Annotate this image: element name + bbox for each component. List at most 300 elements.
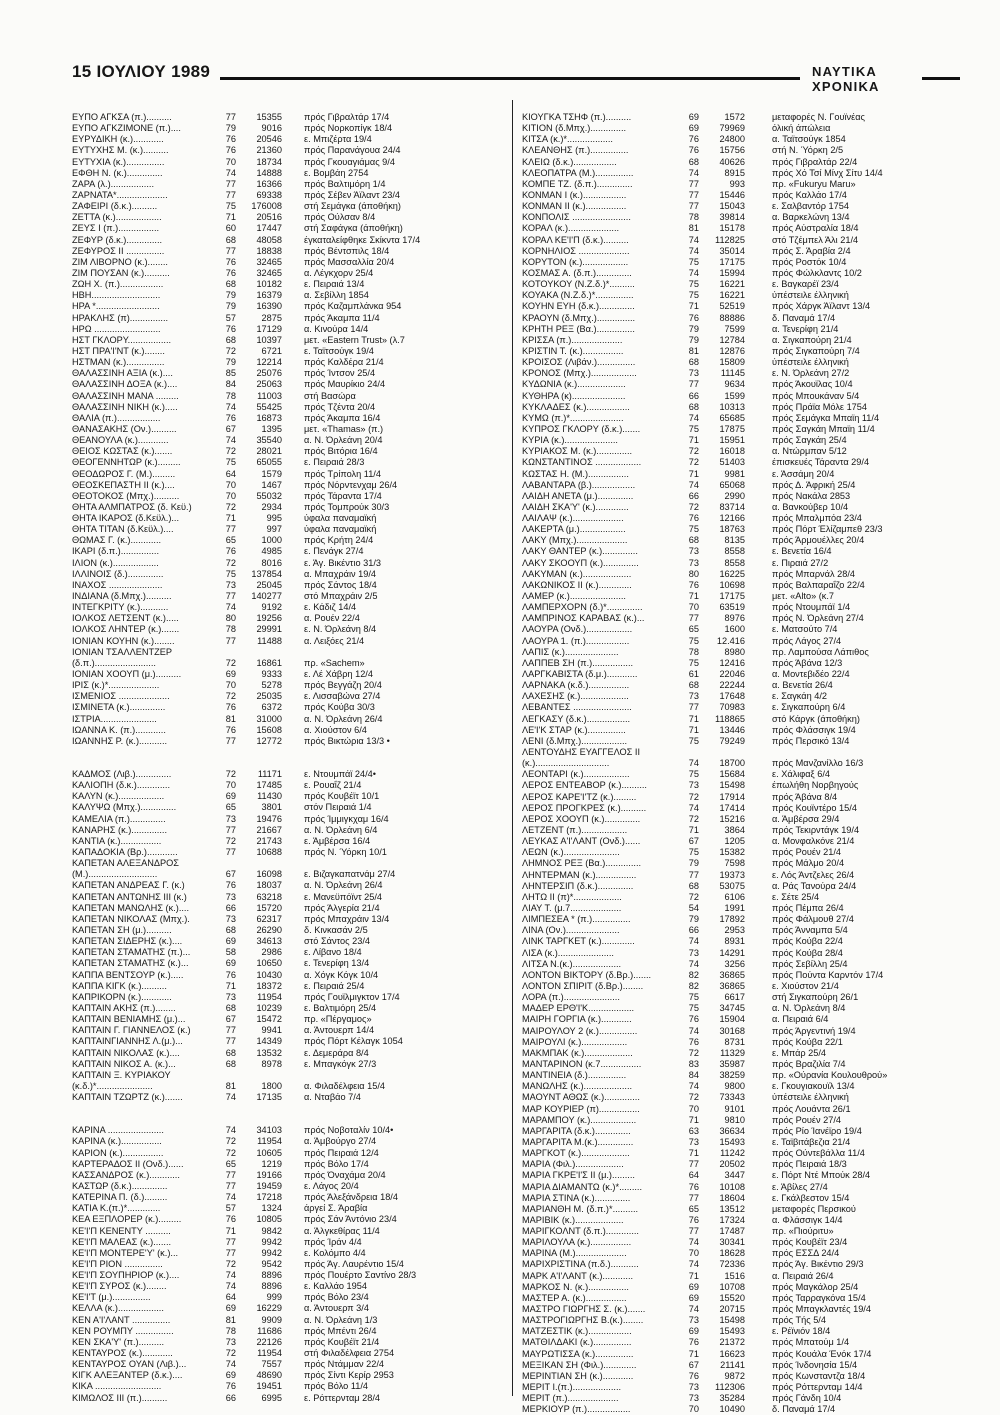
ship-row: [72, 1281, 502, 1292]
build-year: 68: [688, 357, 699, 368]
build-year: 77: [225, 591, 236, 602]
position-status: πρός Σιγκαπούρη 7/4: [772, 345, 860, 356]
position-status: μετ. «Eastern Trust» (λ.7: [304, 334, 405, 345]
tonnage: 6995: [261, 1392, 282, 1403]
build-year: 74: [225, 1125, 236, 1136]
position-status: ε. Καλλάο 1954: [304, 1281, 367, 1292]
position-status: α. Άμβέρσα 29/4: [772, 813, 840, 824]
tonnage: 18763: [719, 524, 745, 535]
ship-row: [72, 636, 502, 647]
tonnage: 55425: [256, 401, 282, 412]
position-status: πρός Κουϊντέρο 15/4: [772, 802, 857, 813]
tonnage: 7598: [724, 858, 745, 869]
position-status: πρός Μασσαλλία 20/4: [304, 256, 395, 267]
build-year: 72: [225, 1348, 236, 1359]
build-year: 72: [225, 691, 236, 702]
position-status: πρός Κούβα 30/3: [304, 702, 375, 713]
position-status: πρός Μάλμο 20/4: [772, 858, 845, 869]
ship-row: [72, 591, 502, 602]
ship-name: ΚΟΡΥΤΟΝ (κ.)..................: [522, 256, 629, 267]
ship-name: ΜΑΡΙΑΝΘΗ Μ. (δ.π.)*..........: [522, 1203, 639, 1214]
build-year: 73: [688, 1315, 699, 1326]
position-status: πρός Γιβραλτάρ 17/4: [304, 112, 390, 122]
position-status: α. Χιούστον 6/4: [304, 724, 367, 735]
tonnage: 3256: [724, 958, 745, 969]
ship-name: ΙΡΙΣ (κ.)*....................: [72, 680, 160, 691]
build-year: 79: [688, 914, 699, 925]
tonnage: 9800: [724, 1081, 745, 1092]
position-status: ε. Σέτε 25/4: [772, 891, 820, 902]
build-year: 81: [225, 1314, 236, 1325]
ship-name: ΕΦΘΗ Ν. (κ.)..............: [72, 167, 163, 178]
ship-name: ΙΣΜΕΝΙΟΣ ....................: [72, 691, 170, 702]
build-year: 67: [688, 1359, 699, 1370]
build-year: 76: [225, 145, 236, 156]
position-status: ύπέστειλε έλληνική: [772, 290, 849, 301]
position-status: πρός Άβάνα 8/4: [772, 791, 838, 802]
position-status: α. Ρουέν 22/4: [304, 613, 360, 624]
tonnage: 17875: [719, 423, 745, 434]
ship-name: ΛΙΣΑ (κ.)......................: [522, 947, 614, 958]
ship-row: [522, 1137, 982, 1148]
ship-name: ΖΑΦΕΙΡΙ (δ.κ.)..........: [72, 201, 158, 212]
position-status: πρός Μπαρνάλ 28/4: [772, 568, 855, 579]
tonnage: 17892: [719, 914, 745, 925]
build-year: 76: [225, 1381, 236, 1392]
build-year: 70: [688, 1103, 699, 1114]
ship-row: [522, 368, 982, 379]
build-year: 76: [225, 323, 236, 334]
tonnage: 9872: [724, 1370, 745, 1381]
position-status: α. Νταβάο 7/4: [304, 1092, 361, 1103]
ship-row: [522, 391, 982, 402]
tonnage: 10605: [256, 1147, 282, 1158]
ship-name: ΜΑΝΤΙΝΕΙΑ (δ.)...............: [522, 1070, 627, 1081]
tonnage: 16018: [719, 446, 745, 457]
tonnage: 20546: [256, 134, 282, 145]
ship-row: [72, 469, 502, 480]
ship-name: ΚΕ'Ι'Π ΣΥΡΟΣ (κ.)........: [72, 1281, 167, 1292]
tonnage: 19373: [719, 869, 745, 880]
ship-name: ΚΑΠΤΑΙΝ ΑΚΗΣ (π.)........: [72, 1002, 176, 1013]
build-year: 72: [225, 657, 236, 668]
build-year: 78: [225, 1325, 236, 1336]
build-year: 74: [688, 936, 699, 947]
position-status: πρός Γουϊλμιγκτον 17/4: [304, 991, 400, 1002]
ship-row: [522, 1315, 982, 1326]
ship-row: [72, 279, 502, 290]
position-status: α. Άντουερπ 14/4: [304, 1025, 375, 1036]
ship-row: [522, 1081, 982, 1092]
ship-name: ΚΑΠΕΤΑΝ ΑΝΤΩΝΗΣ ΙΙΙ (κ.): [72, 891, 187, 902]
group-spacer: [72, 747, 502, 769]
build-year: 70: [225, 680, 236, 691]
ship-row: [522, 970, 982, 981]
ship-name: ΚΑΤΙΑ Κ.(π.)*.............: [72, 1203, 161, 1214]
position-status: πρ. «Πέργαμος»: [304, 1014, 372, 1025]
tonnage: 12784: [719, 334, 745, 345]
ship-row: [522, 881, 982, 892]
build-year: 77: [225, 245, 236, 256]
tonnage: 15720: [256, 902, 282, 913]
position-status: ε. Βαγκαρέϊ 23/4: [772, 279, 839, 290]
ship-name: ΚΑΠΤΑΙΝ ΒΕΝΙΑΜΗΣ (μ.)...: [72, 1014, 186, 1025]
build-year: 65: [688, 1203, 699, 1214]
build-year: 77: [225, 1169, 236, 1180]
build-year: 71: [688, 724, 699, 735]
build-year: 76: [225, 256, 236, 267]
position-status: στόν Πειραιά 1/4: [304, 802, 372, 813]
ship-row: [522, 803, 982, 814]
ship-name: ΚΑΝΑΡΗΣ (κ.)..............: [72, 824, 168, 835]
ship-row: [72, 1136, 502, 1147]
tonnage: 15498: [719, 780, 745, 791]
ship-row: [72, 301, 502, 312]
ship-name: ΜΑΣΤΡΟ ΓΙΩΡΓΗΣ Σ. (κ.).......: [522, 1304, 646, 1315]
tonnage: 10313: [719, 401, 745, 412]
ship-name: ΙΛΛΙΝΟΙΣ (δ.)..............: [72, 568, 164, 579]
ship-row: [522, 1204, 982, 1215]
build-year: 76: [688, 513, 699, 524]
ship-name: ΚΑΜΕΛΙΑ (π.)..............: [72, 813, 166, 824]
ship-row: [72, 257, 502, 268]
ship-name: ΚΑΠΕΤΑΝ ΣΗ (μ.)..........: [72, 924, 172, 935]
ship-name: ΕΥΤΥΧΙΑ (κ.)...............: [72, 156, 165, 167]
position-status: πρός Βαλτιμόρη 1/4: [304, 178, 386, 189]
position-status: ε. Γκουγιακουϊλ 13/4: [772, 1081, 855, 1092]
position-status: πρός ΕΣΣΔ 24/4: [772, 1248, 840, 1259]
ship-name: ΚΑΠΤΑΙΝ Γ. ΓΙΑΝΝΕΛΟΣ (κ.): [72, 1025, 191, 1036]
position-status: πρός Τζέντα 20/4: [304, 401, 376, 412]
ship-row: [72, 992, 502, 1003]
tonnage: 15498: [719, 1315, 745, 1326]
position-status: α. Ράς Τανούρα 24/4: [772, 880, 857, 891]
ship-name: ΚΟΡΑΛ (κ.)....................: [522, 223, 620, 234]
ship-row: [522, 157, 982, 168]
ship-row: [522, 1349, 982, 1360]
tonnage: 10430: [256, 969, 282, 980]
ship-row: [72, 535, 502, 546]
tonnage: 25063: [256, 379, 282, 390]
position-status: ε. Γκάλβεστον 15/4: [772, 1192, 850, 1203]
position-status: πρός Ίνδονησία 15/4: [772, 1359, 858, 1370]
ship-name: ΛΑΒΑΝΤΑΡΑ (β.).................: [522, 479, 636, 490]
build-year: 72: [225, 835, 236, 846]
ship-name: ΛΕΥΚΑΣ Α'Ι'ΛΑΝΤ (Ονδ.)......: [522, 836, 641, 847]
tonnage: 16098: [256, 869, 282, 880]
ship-name: ΚΡΟΝΟΣ (Μπχ.)..................: [522, 368, 637, 379]
build-year: 75: [688, 1003, 699, 1014]
tonnage: 39814: [719, 212, 745, 223]
left-column-ship-list: [72, 112, 502, 1404]
position-status: α. Λειξόες 21/4: [304, 635, 365, 646]
ship-name: ΚΡΑΟΥΝ (δ.Μπχ.)...............: [522, 312, 636, 323]
ship-row: [72, 1125, 502, 1136]
ship-name: ΖΑΡΑ (λ.).................: [72, 178, 155, 189]
position-status: πρός Σ. Άραβία 2/4: [772, 245, 851, 256]
ship-name: ΘΗΤΑ ΤΙΤΑΝ (δ.Κεϋλ.)....: [72, 524, 174, 535]
ship-row: [522, 903, 982, 914]
build-year: 81: [688, 345, 699, 356]
position-status: έπισκευές Τάραντα 29/4: [772, 457, 870, 468]
ship-row: [522, 1337, 982, 1348]
ship-row: [522, 179, 982, 190]
tonnage: 8135: [724, 535, 745, 546]
position-status: ε. Λός Άντζελες 26/4: [772, 869, 855, 880]
build-year: 76: [688, 1181, 699, 1192]
tonnage: 63519: [719, 602, 745, 613]
tonnage: 69338: [256, 189, 282, 200]
position-status: πρός Σίντι Κερίρ 2953: [304, 1370, 394, 1381]
build-year: 66: [688, 390, 699, 401]
build-year: 74: [225, 1281, 236, 1292]
tonnage: 112825: [715, 234, 745, 245]
ship-row: [522, 223, 982, 234]
tonnage: 25045: [256, 579, 282, 590]
ship-name: ΜΑΙΡΗ ΓΟΡΓΙΑ (κ.)............: [522, 1014, 632, 1025]
ship-name: ΛΑΠΙΣ (κ.).....................: [522, 646, 619, 657]
tonnage: 21141: [720, 1359, 745, 1370]
tonnage: 19256: [256, 613, 282, 624]
ship-name: ΖΙΜ ΠΟΥΣΑΝ (κ.)..........: [72, 267, 170, 278]
position-status: ε. Πόρτ Ντέ Μπούκ 28/4: [772, 1170, 871, 1181]
ship-name: ΜΑΡΓΚΟΤ (κ.)...................: [522, 1148, 630, 1159]
position-status: μετ. «Thamas» (π.): [304, 423, 384, 434]
position-status: πρός Τάραντα 17/4: [304, 490, 382, 501]
tonnage: 8976: [724, 613, 745, 624]
build-year: 74: [688, 234, 699, 245]
tonnage: 15216: [719, 813, 745, 824]
tonnage: 10650: [256, 958, 282, 969]
position-status: δ. Παναμά 17/4: [772, 312, 836, 323]
position-status: πρός Ούντεβάλλα 11/4: [772, 1148, 865, 1159]
ship-name: ΚΡΙΣΤΙΝ Τ. (κ.)................: [522, 345, 624, 356]
tonnage: 6372: [261, 702, 282, 713]
ship-name: (κ.δ.)*......................: [72, 1080, 153, 1091]
position-status: ε. Πενάγκ 27/4: [304, 546, 364, 557]
build-year: 54: [688, 902, 699, 913]
build-year: 81: [688, 223, 699, 234]
ship-name: ΘΑΛΑΣΣΙΝΗ ΑΞΙΑ (κ.)....: [72, 368, 173, 379]
tonnage: 83714: [719, 501, 745, 512]
ship-row: [72, 1170, 502, 1181]
position-status: πρός Φάλμουθ 27/4: [772, 914, 854, 925]
ship-name: ΜΑΡΙΑ ΓΚΡΕ'Ι'Σ ΙΙ (μ.).........: [522, 1170, 635, 1181]
tonnage: 17648: [719, 691, 745, 702]
build-year: 75: [688, 279, 699, 290]
ship-row: [522, 235, 982, 246]
build-year: 76: [225, 412, 236, 423]
ship-name: ΚΟΡΑΛ ΚΕ'Ι'Π (δ.κ.)..........: [522, 234, 629, 245]
position-status: ε. Άβίλες 27/4: [772, 1181, 828, 1192]
ship-name: ΛΑΡΝΑΚΑ (κ.δ.)................: [522, 680, 630, 691]
position-status: πρ. Λαμπούσα Λάπιθος: [772, 646, 869, 657]
build-year: 68: [225, 1047, 236, 1058]
position-status: πρός Σάν Άντόνιο 23/4: [304, 1214, 397, 1225]
build-year: 72: [688, 457, 699, 468]
ship-row: [72, 480, 502, 491]
ship-name: ΘΑΝΑΣΑΚΗΣ (Ον.)..........: [72, 423, 177, 434]
ship-name: ΘΑΛΑΣΣΙΝΗ ΜΑΝΑ .........: [72, 390, 179, 401]
tonnage: 15684: [719, 769, 745, 780]
ship-name: ΘΕΟΔΩΡΟΣ Γ. (Μ.).........: [72, 468, 176, 479]
tonnage: 3801: [261, 802, 282, 813]
ship-name: ΚΕΝ ΡΟΥΜΠΥ ...............: [72, 1325, 174, 1336]
ship-name: ΚΟΝΜΑΝ ΙΙ (κ.)................: [522, 201, 627, 212]
position-status: δ. Παναμά 17/4: [772, 1404, 836, 1415]
build-year: 72: [225, 1147, 236, 1158]
tonnage: 16225: [719, 568, 745, 579]
position-status: πρός Καλλάο 17/4: [772, 189, 847, 200]
build-year: 71: [225, 1225, 236, 1236]
tonnage: 25035: [256, 691, 282, 702]
tonnage: 997: [266, 524, 282, 535]
ship-name: ΛΑΧΕΣΗΣ (κ.)...................: [522, 691, 629, 702]
ship-row: [522, 112, 982, 123]
build-year: 73: [688, 557, 699, 568]
position-status: πρός Άγ. Βικέντιο 29/3: [772, 1259, 864, 1270]
tonnage: 17175: [719, 256, 745, 267]
ship-name: ΛΕΡΟΣ ΕΝΤΕΑΒΟΡ (κ.)..........: [522, 780, 647, 791]
tonnage: 18372: [256, 980, 282, 991]
ship-row: [72, 769, 502, 780]
position-status: πρός Πόρτ Έλίζαμπεθ 23/3: [772, 524, 883, 535]
position-status: δ. Κινκασάν 2/5: [304, 924, 368, 935]
ship-name: ΜΑΡΑΜΠΟΥ (κ.)..................: [522, 1114, 637, 1125]
build-year: 74: [225, 602, 236, 613]
build-year: 77: [225, 635, 236, 646]
ship-row: [522, 212, 982, 223]
ship-name: ΚΑΠΤΑΙΝ ΤΖΩΡΤΖ (κ.).......: [72, 1092, 183, 1103]
ship-name: ΜΑΡ ΚΟΥΡΙΕΡ (π)................: [522, 1103, 640, 1114]
ship-row: [72, 1270, 502, 1281]
tonnage: 1219: [261, 1158, 282, 1169]
build-year: 68: [225, 924, 236, 935]
ship-row: [72, 925, 502, 936]
build-year: 57: [225, 1203, 236, 1214]
position-status: ε. Μπαγκόγκ 27/3: [304, 1058, 377, 1069]
ship-row: [522, 992, 982, 1003]
build-year: 71: [688, 1270, 699, 1281]
ship-row: [522, 123, 982, 134]
position-status: πρός Νόρντενχαμ 26/4: [304, 479, 398, 490]
ship-row: [72, 112, 502, 123]
ship-row: [522, 324, 982, 335]
ship-row: [522, 491, 982, 502]
position-status: πρός Σάντος 18/4: [304, 579, 377, 590]
ship-row: [522, 435, 982, 446]
ship-name: ΚΙΟΥΓΚΑ ΤΣΗΦ (π.)..........: [522, 112, 632, 122]
ship-row: [522, 780, 982, 791]
build-year: 74: [688, 479, 699, 490]
ship-row: [72, 1370, 502, 1381]
ship-row: [72, 1014, 502, 1025]
ship-name: ΜΑΡΙΓΚΟΛΝΤ (δ.π.).............: [522, 1226, 639, 1237]
ship-name: ΙΛΙΟΝ (κ.)..................: [72, 557, 159, 568]
position-status: πρός Ρουέν 21/4: [772, 847, 842, 858]
build-year: 69: [225, 791, 236, 802]
ship-row: [522, 1070, 982, 1081]
ship-row: [72, 903, 502, 914]
position-status: πρός Άλγερία 21/4: [304, 902, 380, 913]
position-status: πρός Κούβα 22/4: [772, 936, 843, 947]
build-year: 72: [688, 446, 699, 457]
build-year: 77: [225, 1247, 236, 1258]
position-status: πρός Άργεντινή 19/4: [772, 1025, 856, 1036]
ship-row: [72, 691, 502, 702]
build-year: 76: [688, 1214, 699, 1225]
ship-name: ΜΑΡΙΑ ΣΤΙΝΑ (κ.)..............: [522, 1192, 631, 1203]
ship-name: ΖΕΦΥΡΟΣ ΙΙ ...............: [72, 245, 165, 256]
build-year: 72: [688, 501, 699, 512]
ship-name: ΙΣΜΙΝΕΤΑ (κ.)..............: [72, 702, 166, 713]
build-year: 69: [688, 1326, 699, 1337]
ship-name: ΜΑΝΩΛΗΣ (κ.)...................: [522, 1081, 633, 1092]
ship-row: [522, 301, 982, 312]
tonnage: 8931: [724, 936, 745, 947]
position-status: πρός Όναχάμα 20/4: [304, 1169, 386, 1180]
ship-row: [522, 335, 982, 346]
ship-row: [72, 212, 502, 223]
ship-row: [72, 1003, 502, 1014]
tonnage: 65685: [719, 412, 745, 423]
ship-name: ΙΝΤΕΓΚΡΙΤΥ (κ.)...........: [72, 602, 169, 613]
ship-row: [72, 558, 502, 569]
ship-name: ΗΒΗ...........................: [72, 290, 161, 301]
position-status: ε. Άμβέρσα 16/4: [304, 835, 371, 846]
position-status: πρός Γάνδη 10/4: [772, 1393, 842, 1404]
ship-name: ΘΕΑΝΟΥΛΑ (κ.)............: [72, 435, 169, 446]
ship-name: ΚΕ'Ι'Π ΡΙΟΝ ...............: [72, 1258, 163, 1269]
ship-name: ΚΑΡΙΝΑ ......................: [72, 1125, 164, 1136]
tonnage: 137854: [251, 568, 282, 579]
build-year: 69: [688, 123, 699, 134]
ship-row: [72, 1248, 502, 1259]
build-year: 76: [225, 1214, 236, 1225]
ship-row: [72, 569, 502, 580]
position-status: ε. Λάγος 20/4: [304, 1180, 359, 1191]
ship-name: ΚΑΠΕΤΑΝ ΣΤΑΜΑΤΗΣ (π.)...: [72, 947, 191, 958]
tonnage: 34745: [719, 1003, 745, 1014]
position-status: πρός Σέβεν Άϊλαντ 23/4: [304, 189, 401, 200]
ship-row: [522, 558, 982, 569]
tonnage: 15446: [719, 189, 745, 200]
tonnage: 18604: [719, 1192, 745, 1203]
tonnage: 65068: [719, 479, 745, 490]
ship-name: ΛΕΤΖΕΝΤ (π.)..................: [522, 825, 628, 835]
build-year: 79: [225, 290, 236, 301]
build-year: 71: [688, 301, 699, 312]
ship-name: (Μ.)...........................: [72, 869, 158, 880]
position-status: α. Μοντεβιδέο 22/4: [772, 669, 850, 680]
ship-name: ΛΕ'Ι'Κ ΣΤΑΡ (κ.)...............: [522, 724, 626, 735]
ship-row: [72, 424, 502, 435]
tonnage: 1991: [724, 902, 745, 913]
ship-name: ΘΗΤΑ ΑΛΜΠΑΤΡΟΣ (δ. Κεϋ.): [72, 501, 192, 512]
page-header: [72, 58, 928, 94]
position-status: πρός Πειραιά 12/4: [304, 1147, 379, 1158]
build-year: 73: [225, 913, 236, 924]
position-status: πρός Αύστραλία 18/4: [772, 223, 859, 234]
position-status: στή Σεμάγκα (άποθήκη): [304, 201, 401, 212]
position-status: πρός Κρήτη 24/4: [304, 535, 374, 546]
ship-row: [72, 524, 502, 535]
tonnage: 6721: [261, 345, 282, 356]
build-year: 71: [688, 435, 699, 446]
ship-row: [522, 691, 982, 702]
ship-row: [522, 725, 982, 736]
position-status: μεταφορές Ν. Γουϊνέας: [772, 112, 865, 122]
